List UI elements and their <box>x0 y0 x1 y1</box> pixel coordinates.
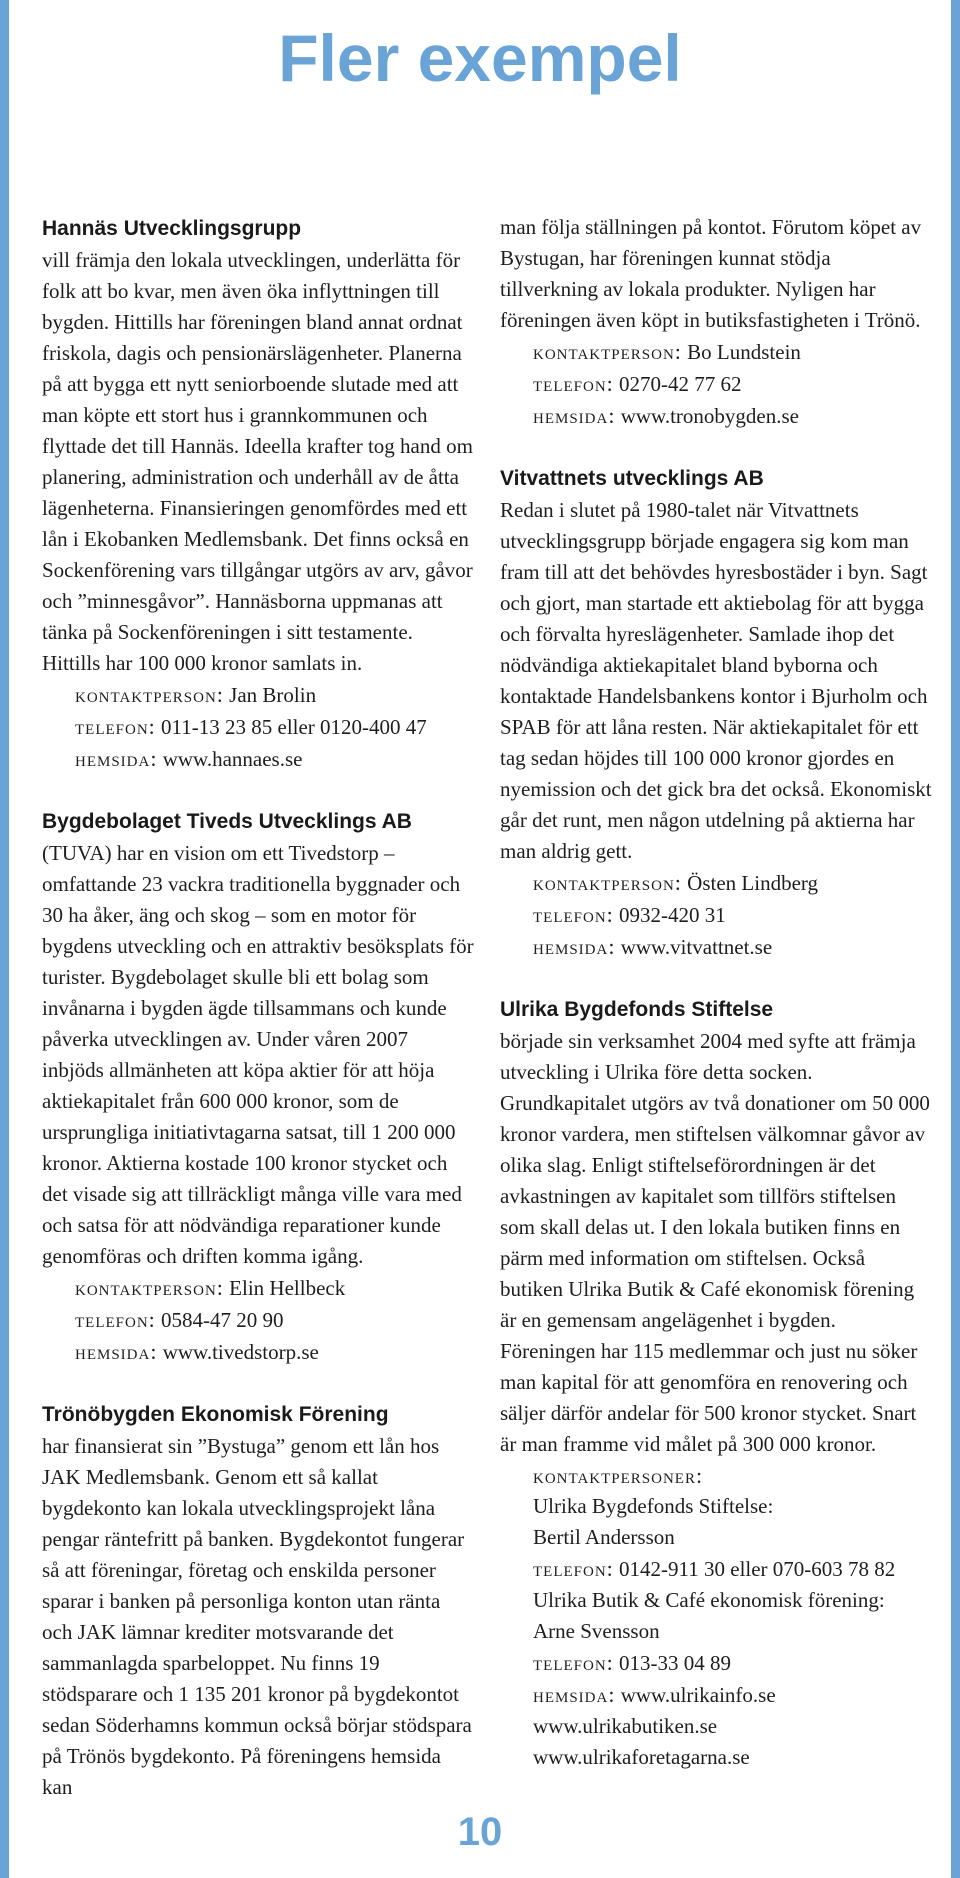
phone-label: telefon: <box>533 371 614 396</box>
phone-line <box>75 711 474 743</box>
contact-person-label: kontaktperson: <box>533 339 682 364</box>
left-column <box>42 214 474 1835</box>
article-body: började sin verksamhet 2004 med syfte att främja utveckling i Ulrika före detta socken. Grundkapitalet utgörs av två donationer om 50 000 kronor vardera, men stiftelsen välkomnar gåvor av olika slag. Enligt stiftelseförordningen är det avkastningen av kapitalet som tillförs stiftelsen som skall delas ut. I den lokala butiken finns en pärm med information om stiftelsen. Också butiken Ulrika Butik & Café ekonomisk förening är en gemensam angelägenhet i bygden. Föreningen har 115 medlemmar och just nu söker man kapital för att genomföra en renovering och säljer därför andelar för 500 kronor stycket. Snart är man framme vid målet på 300 000 kronor. <box>500 1029 930 1456</box>
contact-org-2: Ulrika Butik & Café ekonomisk förening: <box>533 1588 885 1612</box>
phone-line <box>75 1304 474 1336</box>
phone-number-2: 013-33 04 89 <box>619 1651 732 1675</box>
contact-person-label: kontaktperson: <box>75 682 224 707</box>
contact-block <box>500 336 932 432</box>
website-line <box>75 743 474 775</box>
article-tronobygden <box>42 1400 474 1803</box>
contact-person-name: Östen Lindberg <box>687 871 819 895</box>
phone-line <box>533 899 932 931</box>
contact-person-line <box>75 679 474 711</box>
article-heading: Trönöbygden Ekonomisk Förening <box>42 1403 389 1426</box>
website-link-3[interactable]: www.ulrikaforetagarna.se <box>533 1745 750 1769</box>
contact-person-line <box>533 336 932 368</box>
article-ulrika <box>500 995 932 1773</box>
contact-person-name: Jan Brolin <box>229 683 317 707</box>
website-label: hemsida: <box>75 1339 158 1364</box>
website-link[interactable]: www.vitvattnet.se <box>620 935 773 959</box>
article-body-continued: man följa ställningen på kontot. Förutom köpet av Bystugan, har föreningen kunnat stödja tillverkning av lokala produkter. Nyligen har föreningen även köpt in butiksfastigheten i Trönö. <box>500 215 922 332</box>
article-hannas <box>42 214 474 775</box>
contact-person-name: Elin Hellbeck <box>229 1276 346 1300</box>
article-heading: Bygdebolaget Tiveds Utvecklings AB <box>42 810 412 833</box>
article-vitvattnet <box>500 464 932 963</box>
article-tiveds <box>42 807 474 1368</box>
website-link-2[interactable]: www.ulrikabutiken.se <box>533 1714 718 1738</box>
website-label: hemsida: <box>75 746 158 771</box>
website-link-1[interactable]: www.ulrikainfo.se <box>620 1683 776 1707</box>
page-number: 10 <box>457 1810 503 1854</box>
contact-person-label: kontaktperson: <box>75 1275 224 1300</box>
website-label: hemsida: <box>533 403 616 428</box>
page-title: Fler exempel <box>278 21 682 95</box>
contact-block <box>500 867 932 963</box>
contact-block <box>42 1272 474 1368</box>
contact-person-2: Arne Svensson <box>533 1619 660 1643</box>
contact-person-label: kontaktperson: <box>533 870 682 895</box>
contact-block <box>42 679 474 775</box>
article-heading: Vitvattnets utvecklings AB <box>500 467 764 490</box>
website-line <box>533 400 932 432</box>
article-body: Redan i slutet på 1980-talet när Vitvattnets utvecklingsgrupp började engagera sig kom man fram till att det behövdes hyresbostäder i byn. Sagt och gjort, man startade ett aktiebolag för att bygga och förvalta hyreslägenheter. Samlade ihop det nödvändiga aktiekapitalet bland byborna och kontaktade Handelsbankens kontor i Bjurholm och SPAB för att låna resten. När aktiekapitalet för ett tag sedan höjdes till 100 000 kronor gjordes en nyemission och det gick bra det också. Ekonomiskt går det runt, men någon utdelning på aktierna har man aldrig gett. <box>500 498 932 863</box>
website-line <box>75 1336 474 1368</box>
phone-line-2 <box>533 1647 932 1679</box>
website-label: hemsida: <box>533 1682 616 1707</box>
phone-number: 011-13 23 85 eller 0120-400 47 <box>161 715 427 739</box>
contact-persons-label: kontaktpersoner: <box>533 1463 704 1488</box>
website-link[interactable]: www.hannaes.se <box>162 747 303 771</box>
right-column <box>500 214 932 1805</box>
phone-label: telefon: <box>533 1556 614 1581</box>
website-label: hemsida: <box>533 934 616 959</box>
phone-label: telefon: <box>75 714 156 739</box>
contact-person-line <box>75 1272 474 1304</box>
article-tronobygden-continued <box>500 212 932 432</box>
right-edge-bar <box>951 0 960 1878</box>
left-edge-bar <box>0 0 9 1878</box>
contact-person-line <box>533 867 932 899</box>
phone-label: telefon: <box>75 1307 156 1332</box>
phone-number: 0270-42 77 62 <box>619 372 742 396</box>
phone-label: telefon: <box>533 1650 614 1675</box>
phone-number: 0584-47 20 90 <box>161 1308 284 1332</box>
contact-org-1: Ulrika Bygdefonds Stiftelse: <box>533 1494 774 1518</box>
contact-person-name: Bo Lundstein <box>687 340 801 364</box>
phone-number: 0932-420 31 <box>619 903 726 927</box>
contact-block <box>500 1460 932 1773</box>
website-line <box>533 931 932 963</box>
article-body: (TUVA) har en vision om ett Tivedstorp – omfattande 23 vackra traditionella byggnader och 30 ha åker, äng och skog – som en motor för bygdens utveckling och en attraktiv besöksplats för turister. Bygdebolaget skulle bli ett bolag som invånarna i bygden ägde tillsammans och kunde påverka utvecklingen av. Under våren 2007 inbjöds allmänheten att köpa aktier för att höja aktiekapitalet från 600 000 kronor, som de ursprungliga initiativtagarna satsat, till 1 200 000 kronor. Aktierna kostade 100 kronor stycket och det visade sig att tillräckligt många ville vara med och satsa för att nödvändiga reparationer kunde genomföras och driften komma igång. <box>42 841 474 1268</box>
website-link[interactable]: www.tivedstorp.se <box>162 1340 319 1364</box>
article-heading: Hannäs Utvecklingsgrupp <box>42 217 302 240</box>
article-body: vill främja den lokala utvecklingen, underlätta för folk att bo kvar, men även öka inflyttningen till bygden. Hittills har föreningen bland annat ordnat friskola, dagis och pensionärslägenheter. Planerna på att bygga ett nytt seniorboende slutade med att man köpte ett stort hus i grannkommunen och flyttade det till Hannäs. Ideella krafter tog hand om planering, administration och underhåll av de åtta lägenheterna. Finansieringen genomfördes med ett lån i Ekobanken Medlemsbank. Det finns också en Sockenförening vars tillgångar utgörs av arv, gåvor och ”minnesgåvor”. Hannäsborna uppmanas att tänka på Sockenföreningen i sitt testamente. Hittills har 100 000 kronor samlats in. <box>42 248 473 675</box>
phone-number-1: 0142-911 30 eller 070-603 78 82 <box>619 1557 896 1581</box>
phone-label: telefon: <box>533 902 614 927</box>
phone-line-1 <box>533 1553 932 1585</box>
article-body: har finansierat sin ”Bystuga” genom ett lån hos JAK Medlemsbank. Genom ett så kallat bygdekonto kan lokala utvecklingsprojekt låna pengar räntefritt på banken. Bygdekontot fungerar så att föreningar, företag och enskilda personer sparar i banken på personliga konton utan ränta och JAK lämnar krediter motsvarande det sammanlagda sparbeloppet. Nu finns 19 stödsparare och 1 135 201 kronor på bygdekontot sedan Söderhamns kommun också börjar stödspara på Trönös bygdekonto. På föreningens hemsida kan <box>42 1434 472 1799</box>
website-link[interactable]: www.tronobygden.se <box>620 404 799 428</box>
phone-line <box>533 368 932 400</box>
website-line-1 <box>533 1679 932 1711</box>
contact-person-1: Bertil Andersson <box>533 1525 675 1549</box>
article-heading: Ulrika Bygdefonds Stiftelse <box>500 998 774 1021</box>
